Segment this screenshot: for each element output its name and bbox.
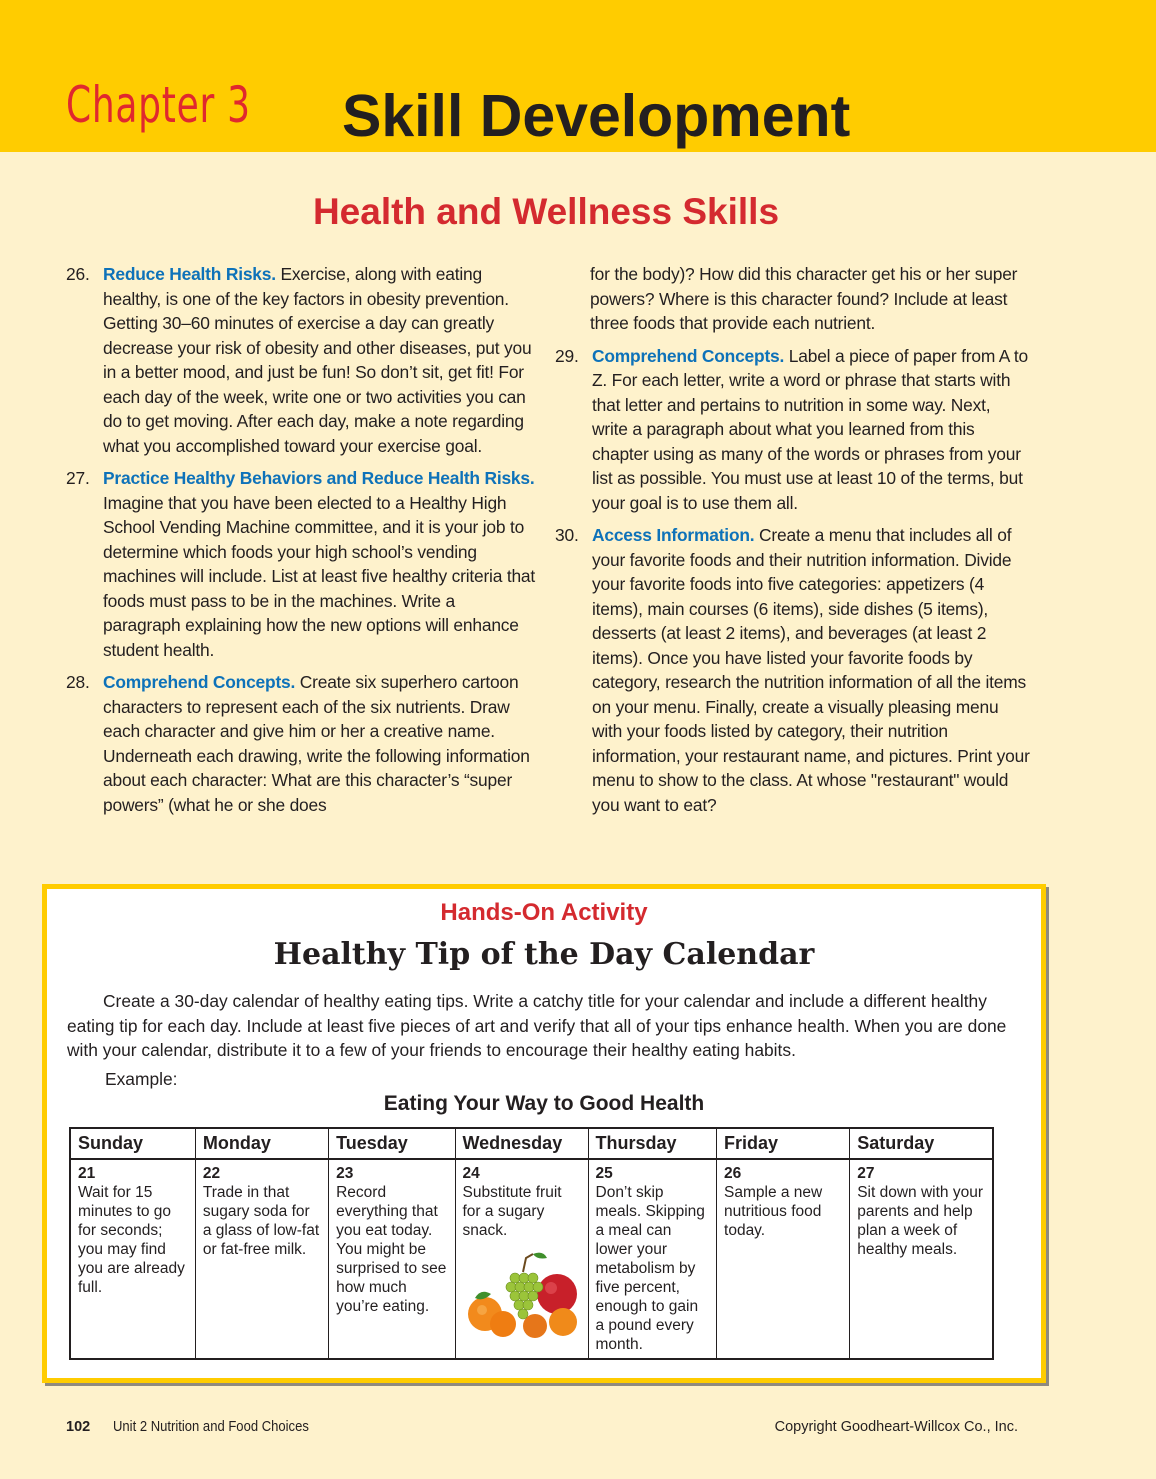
skill-item-26 <box>66 262 536 458</box>
day-number: 27 <box>857 1165 875 1182</box>
page-number: 102 <box>66 1419 91 1435</box>
unit-label: Unit 2 Nutrition and Food Choices <box>113 1419 309 1435</box>
day-tip: Record everything that you eat today. You might be surprised to see how much you’re eating. <box>336 1184 447 1315</box>
calendar-cell <box>588 1159 717 1359</box>
example-label: Example: <box>105 1069 178 1089</box>
calendar-cell <box>329 1159 455 1359</box>
day-tip: Don’t skip meals. Skipping a meal can lower your metabolism by five percent, enough to gain a pound every month. <box>595 1184 705 1353</box>
day-tip: Sample a new nutritious food today. <box>724 1184 823 1239</box>
skill-heading: Access Information. <box>592 525 755 545</box>
day-number: 25 <box>595 1165 613 1182</box>
item-text: Exercise, along with eating healthy, is one of the key factors in obesity prevention. Getting 30–60 minutes of exercise a day can greatly decrease your risk of obesity and other diseases, put you in a better mood, and just be fun! So don’t sit, get fit! For each day of the week, write one or two activities you can do to get moving. After each day, make a note regarding what you accomplished toward your exercise goal. <box>103 264 532 456</box>
day-header: Thursday <box>588 1128 717 1159</box>
calendar-header-row <box>70 1128 993 1159</box>
skill-heading: Comprehend Concepts. <box>103 672 296 692</box>
skill-item-27 <box>66 466 536 662</box>
calendar-cell <box>717 1159 850 1359</box>
fruit-illustration <box>463 1248 581 1340</box>
day-tip: Trade in that sugary soda for a glass of low-fat or fat-free milk. <box>202 1184 320 1258</box>
item-28-continuation: for the body)? How did this character get his or her super powers? Where is this character found? Include at least three foods that provide each nutrient. <box>590 264 1018 333</box>
skill-item-29 <box>555 344 1030 516</box>
day-number: 22 <box>202 1165 221 1182</box>
day-header: Sunday <box>70 1128 195 1159</box>
item-number: 28. <box>66 672 90 692</box>
day-tip: Substitute fruit for a sugary snack. <box>462 1184 562 1239</box>
day-header: Wednesday <box>455 1128 588 1159</box>
left-column <box>66 262 536 825</box>
day-tip: Sit down with your parents and help plan a week of healthy meals. <box>857 1184 983 1258</box>
day-number: 26 <box>724 1165 742 1182</box>
item-text: Label a piece of paper from A to Z. For each letter, write a word or phrase that starts with that letter and pertains to nutrition in some way. Next, write a paragraph about what you learned from this chapter using as many of the words or phrases from your list as possible. You must use at least 10 of the terms, but your goal is to use them all. <box>592 345 1028 513</box>
right-column <box>555 262 1030 825</box>
skill-heading: Practice Healthy Behaviors and Reduce Health Risks. <box>103 468 535 488</box>
day-number: 21 <box>78 1165 96 1182</box>
skill-item-30 <box>555 523 1030 817</box>
copyright: Copyright Goodheart-Willcox Co., Inc. <box>774 1419 1018 1435</box>
item-text: Create a menu that includes all of your favorite foods and their nutrition information. Divide your favorite foods into five categories: appetizers (4 items), main courses (6 items), side dishes (5 items), desserts (at least 2 items), and beverages (at least 2 items). Once you have listed your favorite foods by category, research the nutrition information of all the items on your menu. Finally, create a visually pleasing menu with your foods listed by category, their nutrition information, your restaurant name, and pictures. Print your menu to show to the class. At whose "restaurant" would you want to eat? <box>592 525 1030 815</box>
calendar-table <box>69 1127 994 1360</box>
skill-item-28 <box>66 670 536 817</box>
activity-title: Healthy Tip of the Day Calendar <box>273 937 815 972</box>
chapter-label: Chapter 3 <box>66 76 251 134</box>
item-number: 27. <box>66 468 90 488</box>
calendar-cell <box>70 1159 195 1359</box>
calendar-title: Eating Your Way to Good Health <box>383 1092 705 1115</box>
day-header: Tuesday <box>329 1128 455 1159</box>
day-number: 24 <box>462 1165 480 1182</box>
calendar-cell <box>195 1159 328 1359</box>
day-header: Monday <box>195 1128 328 1159</box>
item-number: 29. <box>555 345 579 366</box>
item-number: 30. <box>555 525 579 545</box>
chapter-title: Skill Development <box>342 83 851 149</box>
activity-label: Hands-On Activity <box>440 899 648 926</box>
calendar-week-row <box>70 1159 993 1359</box>
skill-heading: Comprehend Concepts. <box>592 345 785 366</box>
section-title: Health and Wellness Skills <box>312 191 780 232</box>
item-text: Create six superhero cartoon characters to represent each of the six nutrients. Draw each character and give him or her a creative name. Underneath each drawing, write the following information about each character: What are this character’s “super powers” (what he or she does <box>103 672 530 815</box>
day-header: Friday <box>717 1128 850 1159</box>
item-number: 26. <box>66 264 90 284</box>
calendar-cell <box>850 1159 993 1359</box>
calendar-cell <box>455 1159 588 1359</box>
day-tip: Wait for 15 minutes to go for seconds; you may find you are already full. <box>78 1184 185 1296</box>
activity-body: Create a 30-day calendar of healthy eating tips. Write a catchy title for your calendar and include a different healthy eating tip for each day. Include at least five pieces of art and verify that all of your tips enhance health. When you are done with your calendar, distribute it to a few of your friends to encourage their healthy eating habits. <box>67 991 1007 1060</box>
hands-on-activity-box <box>42 884 1046 1383</box>
item-text: Imagine that you have been elected to a Healthy High School Vending Machine committee, and it is your job to determine which foods your high school’s vending machines will include. List at least five healthy criteria that foods must pass to be in the machines. Write a paragraph explaining how the new options will enhance student health. <box>103 492 536 660</box>
day-number: 23 <box>336 1165 354 1182</box>
day-header: Saturday <box>850 1128 993 1159</box>
skill-heading: Reduce Health Risks. <box>103 264 276 284</box>
